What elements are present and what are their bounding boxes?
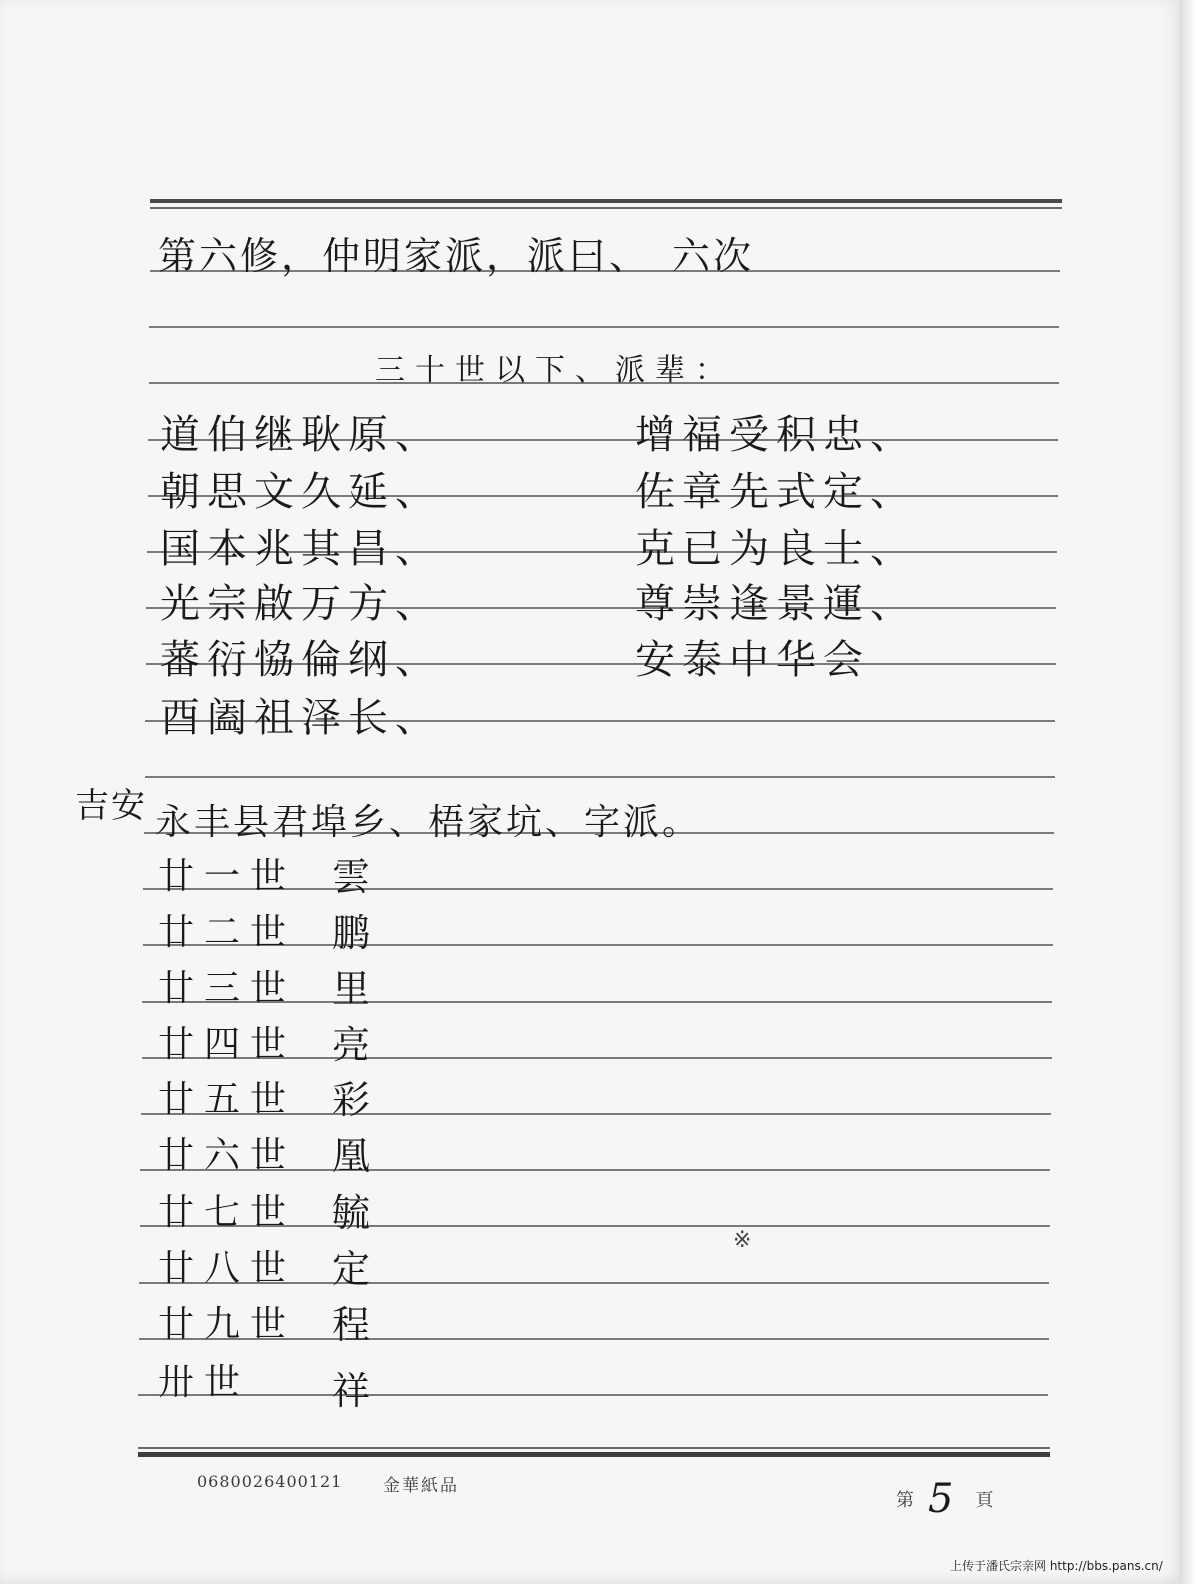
generation-label-29: 廿九世 [158, 1304, 297, 1345]
generation-label-30: 卅世 [158, 1362, 251, 1403]
ink-smudge-mark: ※ [733, 1228, 752, 1253]
poem-left-line-5: 蕃衍恊倫纲、 [160, 637, 442, 683]
footer-brand: 金華紙品 [383, 1476, 459, 1496]
generation-char-28: 定 [332, 1247, 373, 1291]
generation-label-22: 廿二世 [158, 912, 297, 953]
poem-left-line-2: 朝思文久延、 [160, 469, 442, 515]
place-prefix: 吉安 [75, 786, 147, 826]
poem-left-line-6: 酉阖祖泽长、 [160, 695, 442, 741]
generation-label-25: 廿五世 [158, 1079, 297, 1120]
footer-page-number [896, 1470, 994, 1522]
poem-right-line-5: 安泰中华会 [635, 637, 870, 683]
bottom-double-rule-thin [138, 1447, 1050, 1449]
poem-right-line-1: 增福受积忠、 [635, 412, 917, 458]
generation-char-25: 彩 [332, 1078, 373, 1122]
ruled-line [149, 326, 1059, 328]
generation-char-29: 程 [332, 1303, 373, 1347]
page-number: 5 [928, 1476, 954, 1522]
generation-label-27: 廿七世 [158, 1192, 297, 1233]
generation-char-30: 祥 [332, 1369, 373, 1413]
page-suffix: 頁 [975, 1490, 994, 1511]
top-double-rule-thin [150, 207, 1062, 209]
generation-char-24: 亮 [332, 1023, 373, 1067]
page-right-edge [1180, 0, 1196, 1584]
generation-char-26: 凰 [332, 1134, 373, 1178]
ruled-line [138, 1394, 1048, 1396]
upload-watermark: 上传于潘氏宗亲网 http://bbs.pans.cn/ [950, 1559, 1163, 1573]
poem-left-line-1: 道伯继耿原、 [160, 412, 442, 458]
subtitle: 三十世以下、派辈： [375, 353, 735, 388]
generation-char-23: 里 [332, 967, 373, 1011]
top-double-rule-thick [150, 199, 1062, 203]
poem-right-line-4: 尊崇逢景運、 [635, 581, 917, 627]
generation-label-23: 廿三世 [158, 968, 297, 1009]
poem-left-line-3: 国本兆其昌、 [160, 526, 442, 572]
generation-label-28: 廿八世 [158, 1248, 297, 1289]
generation-char-27: 毓 [332, 1191, 373, 1235]
footer-product-code: 0680026400121 [197, 1472, 343, 1491]
ruled-line [145, 776, 1055, 778]
poem-right-line-2: 佐章先式定、 [635, 469, 917, 515]
generation-label-24: 廿四世 [158, 1024, 297, 1065]
generation-char-21: 雲 [332, 855, 373, 899]
bottom-double-rule-thick [138, 1452, 1050, 1457]
poem-right-line-3: 克已为良士、 [635, 526, 917, 572]
poem-left-line-4: 光宗啟万方、 [160, 581, 442, 627]
page-prefix: 第 [896, 1490, 914, 1511]
generation-char-22: 鹏 [332, 911, 373, 955]
generation-label-26: 廿六世 [158, 1135, 297, 1176]
page-title: 第六修，仲明家派，派曰、 六次 [158, 234, 755, 278]
generation-label-21: 廿一世 [158, 856, 297, 897]
place-line: 永丰县君埠乡、梧家坑、字派。 [155, 802, 702, 843]
